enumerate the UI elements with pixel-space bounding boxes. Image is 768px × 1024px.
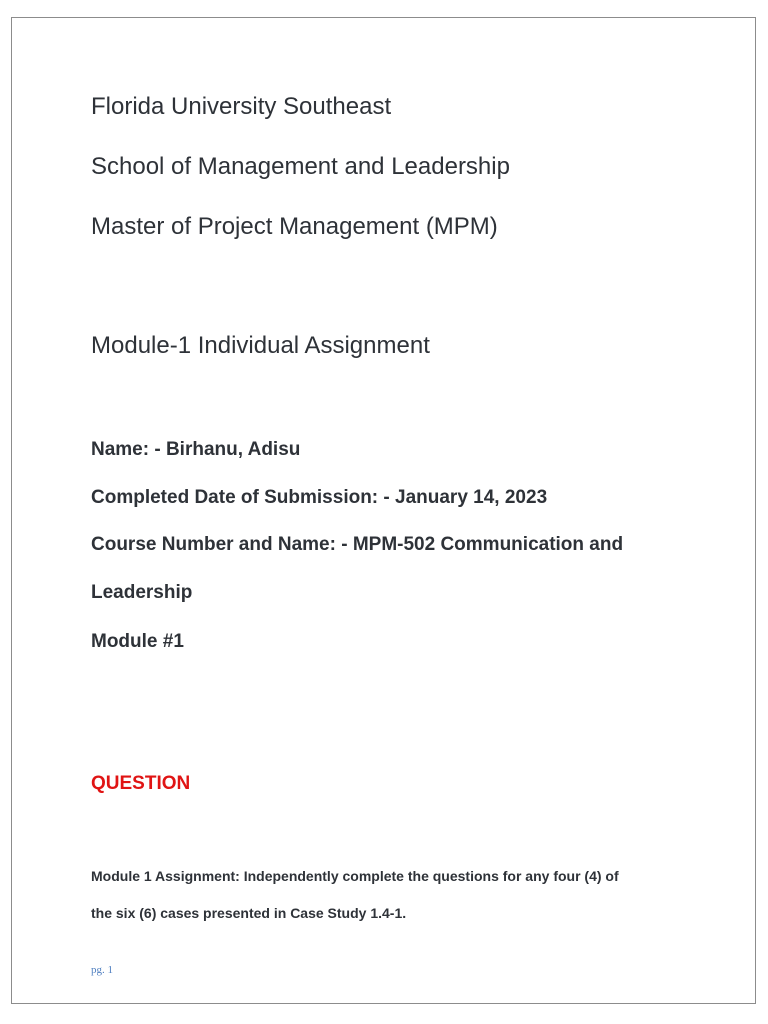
question-text-line-2: the six (6) cases presented in Case Study 1.4-1. — [91, 905, 407, 921]
module-number: Module #1 — [91, 631, 184, 652]
course-line-1: Course Number and Name: - MPM-502 Communication and — [91, 534, 624, 555]
student-name: Name: - Birhanu, Adisu — [91, 439, 301, 460]
document-page — [11, 17, 756, 1004]
question-label: QUESTION — [91, 773, 191, 794]
course-line-2: Leadership — [91, 582, 193, 603]
university-heading: Florida University Southeast — [91, 93, 392, 120]
assignment-title: Module-1 Individual Assignment — [91, 332, 430, 359]
question-text-line-1: Module 1 Assignment: Independently complete the questions for any four (4) of — [91, 868, 619, 884]
page-number: pg. 1 — [91, 964, 113, 976]
submission-date: Completed Date of Submission: - January 14, 2023 — [91, 487, 548, 508]
program-heading: Master of Project Management (MPM) — [91, 213, 498, 240]
school-heading: School of Management and Leadership — [91, 153, 510, 180]
